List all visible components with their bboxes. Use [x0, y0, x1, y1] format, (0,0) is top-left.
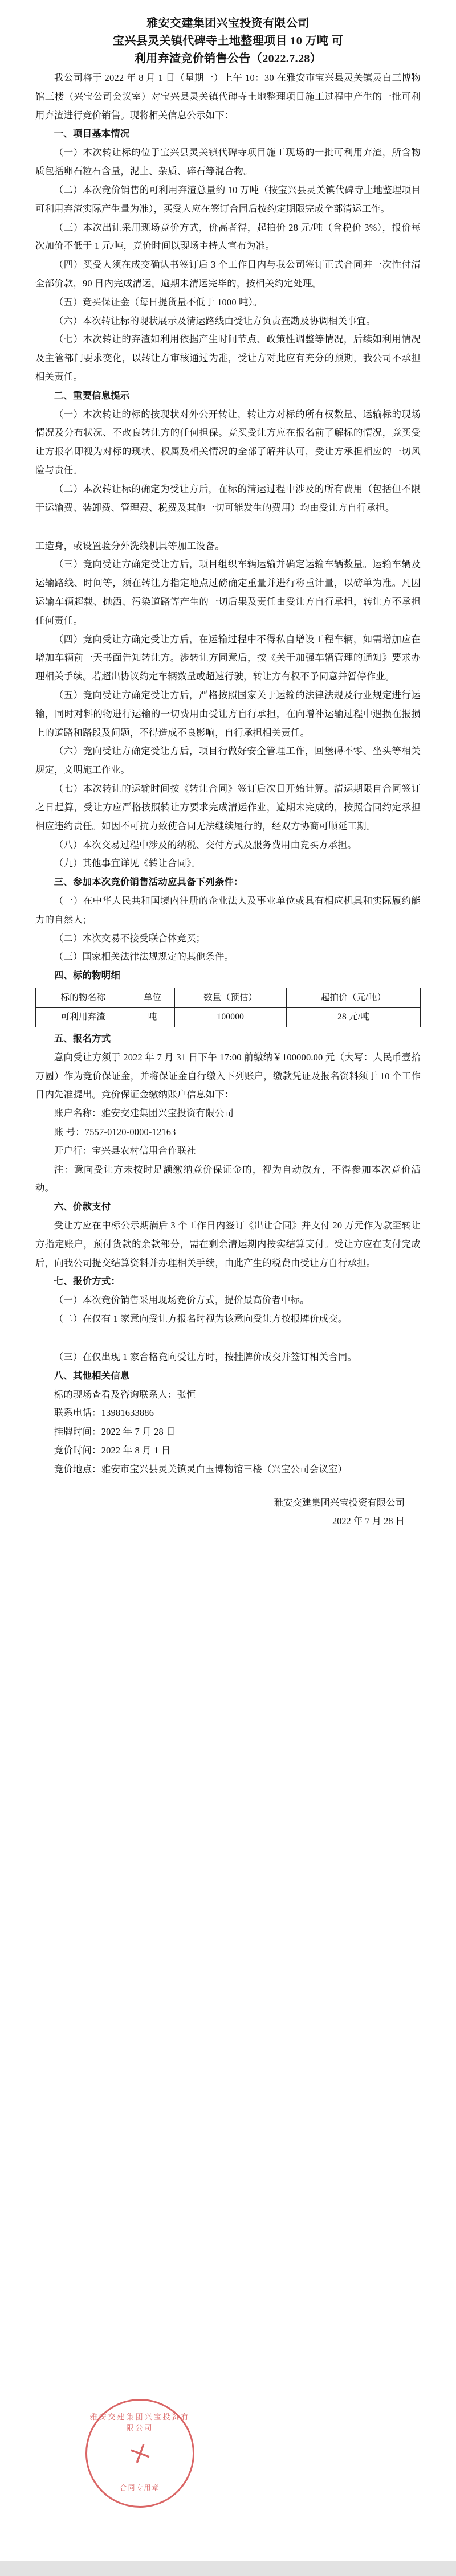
section1-p4: （四）买受人须在成交确认书签订后 3 个工作日内与我公司签订正式合同并一次性付清全部价款，90 日内完成清运。逾期未清运完毕的，按相关约定处理。	[35, 259, 421, 289]
section5-p1: 意向受让方须于 2022 年 7 月 31 日下午 17:00 前缴纳￥100000.00 元（大写：人民币壹拾万圆）作为竞价保证金，并将保证金自行缴入下列账户，缴款凭证及报名资料须于 10 个工作日内先准提出。竞价保证金缴纳账户信息如下：	[35, 1051, 421, 1100]
section7-p1: （一）本次竞价销售采用现场竞价方式，提价最高价者中标。	[54, 1295, 310, 1306]
standards-table	[35, 988, 421, 1027]
col-header-quantity: 数量（预估）	[174, 988, 286, 1008]
cell-name: 可利用弃渣	[36, 1008, 131, 1027]
continued-p5: （六）竞向受让方确定受让方后，项目行做好安全管理工作，回堡碍不零、坐头等相关规定，文明施工作业。	[35, 746, 421, 776]
section1-p6: （六）本次转让标的现状展示及清运路线由受让方负责查勘及协调相关事宜。	[54, 315, 376, 326]
section6-p1: 受让方应在中标公示期满后 3 个工作日内签订《出让合同》并支付 20 万元作为款至转让方指定账户，预付货款的余款部分，需在剩余清运期内按实结算支付。受让方应在支付完成后，向我公司提交结算资料并办理相关手续，由此产生的税费由受让方自行承担。	[35, 1220, 421, 1268]
page-title	[35, 15, 421, 68]
col-header-price: 起拍价（元/吨）	[287, 988, 421, 1008]
signature-block	[35, 1494, 421, 1531]
section-heading-7: 七、报价方式：	[54, 1276, 120, 1287]
cell-quantity: 100000	[174, 1008, 286, 1027]
section1-p1: （一）本次转让标的位于宝兴县灵关镇代碑寺项目施工现场的一批可利用弃渣，所含物质包括卵石粒石含量，泥土、杂质、碎石等混合物。	[35, 147, 421, 177]
company-seal-stamp	[85, 2399, 194, 2508]
continued-p1: 工造身，或设置验分外洗线机具等加工设备。	[35, 540, 225, 551]
signature-date: 2022 年 7 月 28 日	[332, 1516, 405, 1527]
section8-contact: 标的现场查看及咨询联系人：张恒	[54, 1389, 196, 1400]
page-break-gap	[35, 518, 421, 537]
continued-p6: （七）本次转让的运输时间按《转让合同》签订后次日开始计算。清运期限自合同签订之日起算，受让方应严格按照转让方要求完成清运作业，逾期未完成的，按照合同约定承担相应违约责任。如因不可抗力致使合同无法继续履行的，经双方协商可顺延工期。	[35, 783, 421, 832]
continued-p3: （四）竞向受让方确定受让方后，在运输过程中不得私自增设工程车辆，如需增加应在增加车辆前一天书面告知转让方。涉转让方同意后，按《关于加强车辆管理的通知》要求办理相关手续。若超出协议约定车辆数量或超速行驶，转让方有权不予同意并暂停作业。	[35, 633, 421, 682]
section1-p5: （五）竞买保证金（每日提货量不低于 1000 吨）。	[54, 296, 263, 308]
col-header-name: 标的物名称	[36, 988, 131, 1008]
title-line-3: 利用弃渣竞价销售公告（2022.7.28）	[134, 52, 322, 65]
continued-p8: （九）其他事宜详见《转让合同》。	[54, 858, 201, 869]
signature-company: 雅安交建集团兴宝投资有限公司	[274, 1497, 405, 1508]
continued-p7: （八）本次交易过程中涉及的纳税、交付方式及服务费用由竞买方承担。	[54, 839, 357, 850]
page-break-gap-2	[35, 1329, 421, 1348]
seal-top-text: 雅安交建集团兴宝投资有限公司	[89, 2413, 190, 2432]
section-heading-2: 二、重要信息提示	[54, 390, 130, 401]
continued-p4: （五）竞向受让方确定受让方后，严格按照国家关于运输的法律法规及行业规定进行运输，同时对料的物进行运输的一切费用由受让方自行承担，在向增补运输过程中遇损在报损上的道路和路段及问题，不得造成不良影响，自行承担相关责任。	[35, 690, 421, 738]
standards-table-wrap	[35, 988, 421, 1027]
cell-price: 28 元/吨	[287, 1008, 421, 1027]
section-heading-3: 三、参加本次竞价销售活动应具备下列条件：	[54, 877, 243, 888]
section-heading-8: 八、其他相关信息	[54, 1370, 130, 1381]
section7-p3: （三）在仅出现 1 家合格竞向受让方时，按挂牌价成交并签订相关合同。	[54, 1351, 357, 1362]
section1-p2: （二）本次竞价销售的可利用弃渣总量约 10 万吨（按宝兴县灵关镇代碑寺土地整理项目可利用弃渣实际产生量为准），买受人应在签订合同后按约定期限完成全部清运工作。	[35, 184, 421, 214]
section-heading-5: 五、报名方式	[54, 1033, 111, 1044]
section-heading-4: 四、标的物明细	[54, 970, 120, 981]
intro-paragraph: 我公司将于 2022 年 8 月 1 日（星期一）上午 10：30 在雅安市宝兴县灵关镇灵白三博物馆三楼（兴宝公司会议室）对宝兴县灵关镇代碑寺土地整理项目施工过程中产生的一批可利用弃渣进行竞价销售。现将相关信息公示如下：	[35, 72, 421, 121]
section1-p7: （七）本次转让的弃渣如利用依据产生时间节点、政策性调整等情况，后续如利用情况及主管部门要求变化，以转让方审核通过为准，受让方对此应有充分的预期，我公司不承担相关责任。	[35, 334, 421, 382]
document-body	[35, 69, 421, 1479]
section3-item1: （一）在中华人民共和国境内注册的企业法人及事业单位或具有相应机具和实际履约能力的自然人；	[35, 895, 421, 925]
col-header-unit: 单位	[131, 988, 174, 1008]
section8-phone: 联系电话：13981633886	[54, 1407, 154, 1419]
section5-note: 注：意向受让方未按时足额缴纳竞价保证金的，视为自动放弃，不得参加本次竞价活动。	[35, 1164, 421, 1194]
section7-p2: （二）在仅有 1 家意向受让方报名时视为该意向受让方按报牌价成交。	[54, 1313, 348, 1325]
section-heading-6: 六、价款支付	[54, 1201, 111, 1213]
section2-p1: （一）本次转让的标的按现状对外公开转让，转让方对标的所有权数量、运输标的现场情况及分布状况、不改良转让方的任何担保。竞买受让方应在报名前了解标的情况，竞买受让方报名即视为对标的现状、权属及相关情况的全部了解并认可，受让方承担相应的一切风险与责任。	[35, 408, 421, 476]
cell-unit: 吨	[131, 1008, 174, 1027]
table-row	[36, 1008, 421, 1027]
table-header-row	[36, 988, 421, 1008]
seal-bottom-text: 合同专用章	[120, 2484, 160, 2492]
title-line-2: 宝兴县灵关镇代碑寺土地整理项目 10 万吨 可	[112, 35, 344, 47]
section5-account-number: 账 号：7557-0120-0000-12163	[54, 1126, 176, 1137]
section5-bank: 开户行：宝兴县农村信用合作联社	[54, 1145, 196, 1156]
section-heading-1: 一、项目基本情况	[54, 128, 130, 140]
section8-auction-date: 竞价时间：2022 年 8 月 1 日	[54, 1444, 171, 1456]
section3-item2: （二）本次交易不接受联合体竞买；	[54, 932, 206, 944]
section5-account-name: 账户名称：雅安交建集团兴宝投资有限公司	[54, 1108, 234, 1119]
section2-p2: （二）本次转让标的确定为受让方后，在标的清运过程中涉及的所有费用（包括但不限于运输费、装卸费、管理费、税费及其他一切可能发生的费用）均由受让方自行承担。	[35, 483, 421, 513]
title-line-1: 雅安交建集团兴宝投资有限公司	[146, 17, 310, 30]
section8-location: 竞价地点：雅安市宝兴县灵关镇灵白玉博物馆三楼（兴宝公司会议室）	[54, 1463, 348, 1475]
section3-item3: （三）国家相关法律法规规定的其他条件。	[54, 951, 234, 963]
continued-p2: （三）竞向受让方确定受让方后，项目组织车辆运输并确定运输车辆数量。运输车辆及运输路线、时间等，须在转让方指定地点过磅确定重量并进行称重计量，以磅单为准。凡因运输车辆超载、抛洒、污染道路等产生的一切后果及责任由受让方自行承担，转让方不承担任何责任。	[35, 559, 421, 626]
section8-listing-date: 挂牌时间：2022 年 7 月 28 日	[54, 1426, 176, 1438]
page-bottom-bar	[0, 2561, 456, 2576]
section1-p3: （三）本次出让采用现场竞价方式，价高者得，起拍价 28 元/吨（含税价 3%），报价每次加价不低于 1 元/吨，竞价时间以现场主持人宣布为准。	[35, 222, 421, 252]
